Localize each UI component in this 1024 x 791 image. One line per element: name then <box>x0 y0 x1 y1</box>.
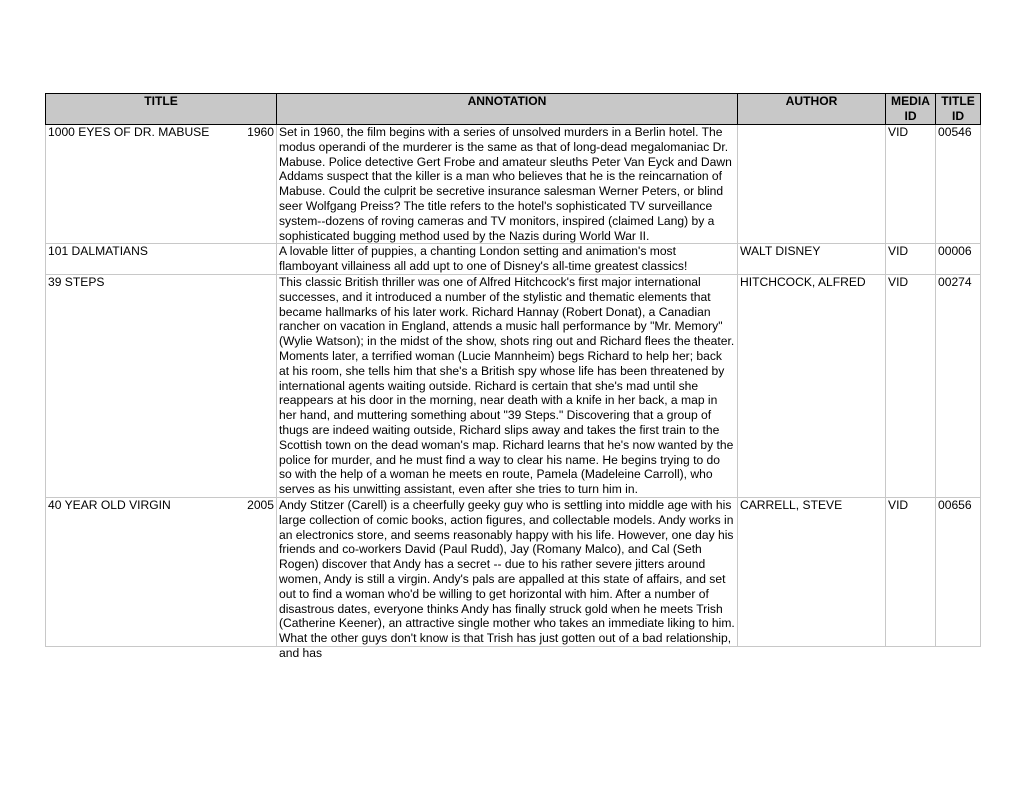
table-row <box>46 125 981 244</box>
movie-title: 1000 EYES OF DR. MABUSE <box>48 125 210 139</box>
annotation-text: Andy Stitzer (Carell) is a cheerfully geeky guy who is settling into middle age with his large collection of comic books, action figures, and collectable models. Andy works in an electronics store, and seems reasonably happy with his life. However, one day his friends and co-workers David (Paul Rudd), Jay (Romany Malco), and Cal (Seth Rogen) discover that Andy has a secret -- due to his rather severe jitters around women, Andy is still a virgin. Andy's pals are appalled at this state of affairs, and set out to find a woman who'd be willing to get horizontal with him. After a number of disastrous dates, everyone thinks Andy has finally struck gold when he meets Trish (Catherine Keener), an attractive single mother who takes an immediate liking to him. What the other guys don't know is that Trish has just gotten out of a bad relationship, and has <box>279 497 735 660</box>
annotation-cell: Set in 1960, the film begins with a series of unsolved murders in a Berlin hotel. The modus operandi of the murderer is the same as that of long-dead megalomaniac Dr. Mabuse. Police detective Gert Frobe and amateur sleuths Peter Van Eyck and Dawn Addams suspect that the killer is a man who believes that he is the reincarnation of Mabuse. Could the culprit be secretive insurance salesman Werner Peters, or blind seer Wolfgang Preiss? The title refers to the hotel's sophisticated TV surveillance system--dozens of roving cameras and TV monitors, inspired (claimed Lang) by a sophisticated bugging method used by the Nazis during World War II. <box>277 125 738 244</box>
title-cell <box>46 244 277 275</box>
title-id-cell: 00656 <box>936 497 981 646</box>
table-header-row <box>46 94 981 125</box>
media-id-cell: VID <box>886 274 936 497</box>
column-header-annotation: ANNOTATION <box>277 94 738 125</box>
media-id-cell: VID <box>886 125 936 244</box>
author-cell: WALT DISNEY <box>738 244 886 275</box>
media-id-cell: VID <box>886 244 936 275</box>
title-cell <box>46 497 277 646</box>
annotation-cell <box>277 497 738 660</box>
title-cell <box>46 125 277 244</box>
title-id-cell: 00546 <box>936 125 981 244</box>
catalog-table <box>45 93 981 660</box>
title-cell <box>46 274 277 497</box>
table-row <box>46 244 981 275</box>
media-id-cell: VID <box>886 497 936 646</box>
title-id-cell: 00274 <box>936 274 981 497</box>
title-id-cell: 00006 <box>936 244 981 275</box>
author-cell: CARRELL, STEVE <box>738 497 886 646</box>
annotation-cell: A lovable litter of puppies, a chanting London setting and animation's most flamboyant villainess all add upt to one of Disney's all-time greatest classics! <box>277 244 738 275</box>
annotation-cell: This classic British thriller was one of Alfred Hitchcock's first major international successes, and it introduced a number of the stylistic and thematic elements that became hallmarks of his later work. Richard Hannay (Robert Donat), a Canadian rancher on vacation in England, attends a music hall performance by "Mr. Memory" (Wylie Watson); in the midst of the show, shots ring out and Richard flees the theater. Moments later, a terrified woman (Lucie Mannheim) begs Richard to help her; back at his room, she tells him that she's a British spy whose life has been threatened by international agents waiting outside. Richard is certain that she's mad until she reappears at his door in the morning, near death with a knife in her back, a map in her hand, and muttering something about "39 Steps." Discovering that a group of thugs are indeed waiting outside, Richard slips away and takes the first train to the Scottish town on the dead woman's map. Richard learns that he's now wanted by the police for murder, and he must find a way to clear his name. He begins trying to do so with the help of a woman he meets en route, Pamela (Madeleine Carroll), who serves as his unwitting assistant, even after she tries to turn him in. <box>277 274 738 497</box>
author-cell <box>738 125 886 244</box>
column-header-author: AUTHOR <box>738 94 886 125</box>
movie-title: 39 STEPS <box>48 274 105 289</box>
table-row <box>46 497 981 646</box>
table-row <box>46 274 981 497</box>
movie-year: 1960 <box>247 125 274 139</box>
author-cell: HITCHCOCK, ALFRED <box>738 274 886 497</box>
movie-title: 101 DALMATIANS <box>48 244 148 259</box>
column-header-title-id: TITLE ID <box>936 94 981 125</box>
column-header-media-id: MEDIA ID <box>886 94 936 125</box>
movie-title: 40 YEAR OLD VIRGIN <box>48 497 171 512</box>
movie-year: 2005 <box>247 497 274 512</box>
column-header-title: TITLE <box>46 94 277 125</box>
